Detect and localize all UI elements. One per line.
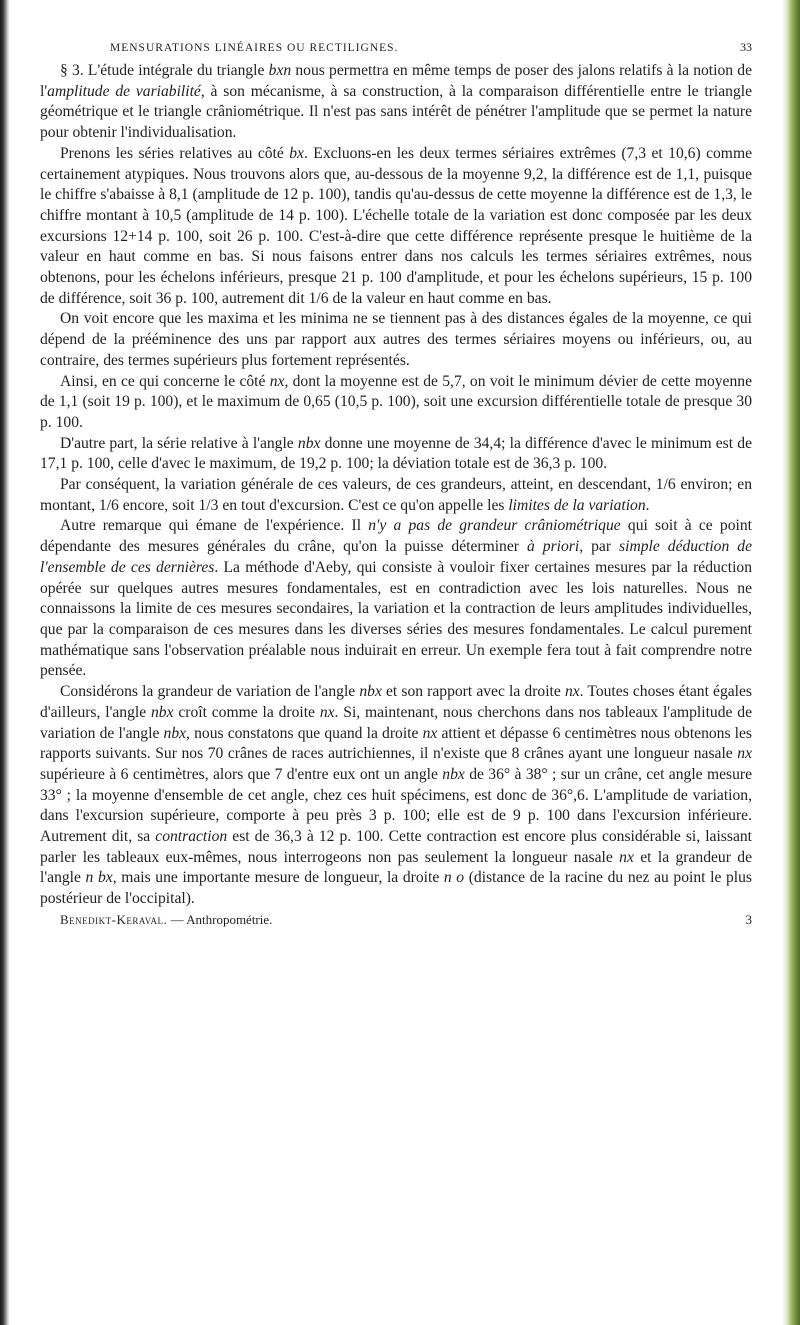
italic-text: nx [319,703,335,721]
body-text [40,61,752,910]
text-run: , nous constatons que quand la droite [186,724,423,742]
text-run: . Excluons-en les deux termes sériaires extrêmes (7,3 et 10,6) comme certainement atypiques. Nous trouvons alors que, au-dessous de la moyenne 9,2, la différence est de 1,1, puisque le chiffre s'abaisse à 8,1 (amplitude de 12 p. 100), tandis qu'au-dessus de cette moyenne la différence est de 1,3, le chiffre montant à 10,5 (amplitude de 14 p. 100). L'échelle totale de la variation est donc composée par les deux excursions 12+14 p. 100, soit 26 p. 100. C'est-à-dire que cette différence représente presque le huitième de la valeur en haut comme en bas. Si nous faisons entrer dans nos calculs les termes sériaires extrêmes, nous obtenons, pour les échelons inférieurs, presque 21 p. 100 d'amplitude, et pour les échelons supérieurs, 15 p. 100 de différence, soit 36 p. 100, autrement dit 1/6 de la valeur en haut comme en bas. [40,144,752,307]
page [40,40,752,928]
paragraph [40,61,752,144]
running-title: MENSURATIONS LINÉAIRES OU RECTILIGNES. [110,42,399,54]
text-run: Considérons la grandeur de variation de l'angle [60,683,360,701]
paragraph [40,372,752,434]
paragraph [40,516,752,682]
italic-text: nbx [151,703,174,721]
text-run: et la grandeur de l'angle [40,848,752,887]
italic-text: n'y a pas de grandeur crâniométrique [368,517,621,535]
text-run: supérieure à 6 centimètres, alors que 7 d'entre eux ont un angle [40,765,443,783]
italic-text: contraction [155,828,228,846]
text-run: est de 36,3 à 12 p. 100. Cette contraction est encore plus considérable si, laissant parler les tableaux eux-mêmes, nous interrogeons non pas seulement la longueur nasale [40,828,752,866]
paragraph [40,309,752,371]
text-run: On voit encore que les maxima et les minima ne se tiennent pas à des distances égales de la moyenne, ce qui dépend de la prééminence des uns par rapport aux autres des termes sériaires moyens ou inférieurs, ou, au contraire, des termes supérieurs plus fortement représentés. [40,310,752,369]
text-run: et son rapport avec la droite [381,683,565,701]
page-number: 33 [740,40,752,54]
text-run: (distance de la racine du nez au point le plus postérieur de l'occipital). [40,869,752,908]
text-run: , à son mécanisme, à sa construction, à la comparaison différentielle entre le triangle géométrique et le triangle crâniométrique. Il n'est pas sans intérêt de pénétrer l'amplitude que se permet la nature pour obtenir l'individualisation. [40,82,752,142]
italic-text: nx [619,848,634,866]
italic-text: bxn [268,62,292,79]
italic-text: amplitude de variabilité [47,82,201,100]
text-run: . [645,496,650,514]
text-run: nous permettra en même temps de poser des jalons relatifs à la notion de l' [40,62,752,100]
italic-text: n bx [85,869,113,887]
italic-text: nx [269,372,285,390]
italic-text: nx [737,745,752,763]
paragraph [40,682,752,910]
text-run: § 3. L'étude intégrale du triangle [60,62,269,79]
text-run: D'autre part, la série relative à l'angle [60,434,298,452]
italic-text: simple déduction de l'ensemble de ces dernières [40,538,753,576]
signature-mark: 3 [745,911,752,927]
italic-text: limites de la variation [508,496,646,514]
italic-text: nx [422,724,438,742]
italic-text: nx [564,683,580,701]
text-run: , par [579,538,620,556]
text-run: Prenons les séries relatives au côté [60,144,290,162]
text-run: . Toutes choses étant égales d'ailleurs, l'angle [40,683,752,721]
italic-text: n o [443,869,465,887]
page-footer [40,912,752,928]
italic-text: bx [289,144,304,162]
footer-credit [60,912,272,928]
text-run: croît comme la droite [173,703,320,721]
paragraph [40,144,752,310]
text-run: , dont la moyenne est de 5,7, on voit le minimum dévier de cette moyenne de 1,1 (soit 19 p. 100), et le maximum de 0,65 (10,5 p. 100), soit une excursion différentielle totale de presque 30 p. 100. [40,372,752,431]
text-run: attient et dépasse 6 centimètres nous obtenons les rapports suivants. Sur nos 70 crânes de races autrichiennes, il n'existe que 8 crânes ayant une longueur nasale [40,724,753,763]
text-run: Ainsi, en ce qui concerne le côté [60,372,270,390]
italic-text: à priori [526,538,580,556]
footer-dash: — [167,911,187,927]
text-run: . Si, maintenant, nous cherchons dans nos tableaux l'amplitude de variation de l'angle [40,703,753,742]
text-run: Par conséquent, la variation générale de ces valeurs, de ces grandeurs, atteint, en descendant, 1/6 environ; en montant, 1/6 encore, soit 1/3 en tout d'excursion. C'est ce qu'on appelle les [40,476,752,514]
italic-text: nbx [163,724,187,742]
italic-text: nbx [442,765,465,783]
scan-left-edge [0,0,10,1325]
running-header [40,40,752,55]
text-run: Autre remarque qui émane de l'expérience. Il [60,517,369,535]
text-run: de 36° à 38° ; sur un crâne, cet angle mesure 33° ; la moyenne d'ensemble de cet angle, chez ces huit spécimens, est donc de 36°,6. L'amplitude de variation, dans l'excursion supérieure, comporte à peu près 3 p. 100; elle est de 9 p. 100 dans l'excursion inférieure. Autrement dit, sa [40,765,752,846]
footer-author: Benedikt-Keraval. [60,911,168,927]
text-run: . La méthode d'Aeby, qui consiste à vouloir fixer certaines mesures par la réduction opérée sur quelques autres mesures fondamentales, est en contradiction avec les lois naturelles. Nous ne connaissons la limite de ces mesures secondaires, la variation et la contraction de leurs amplitudes individuelles, que par la comparaison de ces mesures dans les diverses séries des mesures fondamentales. Le calcul purement mathématique sans l'observation préalable nous induirait en erreur. Un exemple fera tout à fait comprendre notre pensée. [40,558,752,680]
text-run: , mais une importante mesure de longueur, la droite [112,869,444,887]
text-run: qui soit à ce point dépendante des mesures générales du crâne, qu'on la puisse déterminer [40,517,752,556]
italic-text: nbx [359,683,382,701]
scan-right-edge [782,0,800,1325]
text-run: donne une moyenne de 34,4; la différence d'avec le minimum est de 17,1 p. 100, celle d'avec le maximum, de 19,2 p. 100; la déviation totale est de 36,3 p. 100. [40,434,752,473]
paragraph [40,475,752,516]
italic-text: nbx [297,434,321,452]
footer-book-title: Anthropométrie. [186,911,273,927]
paragraph [40,434,752,475]
